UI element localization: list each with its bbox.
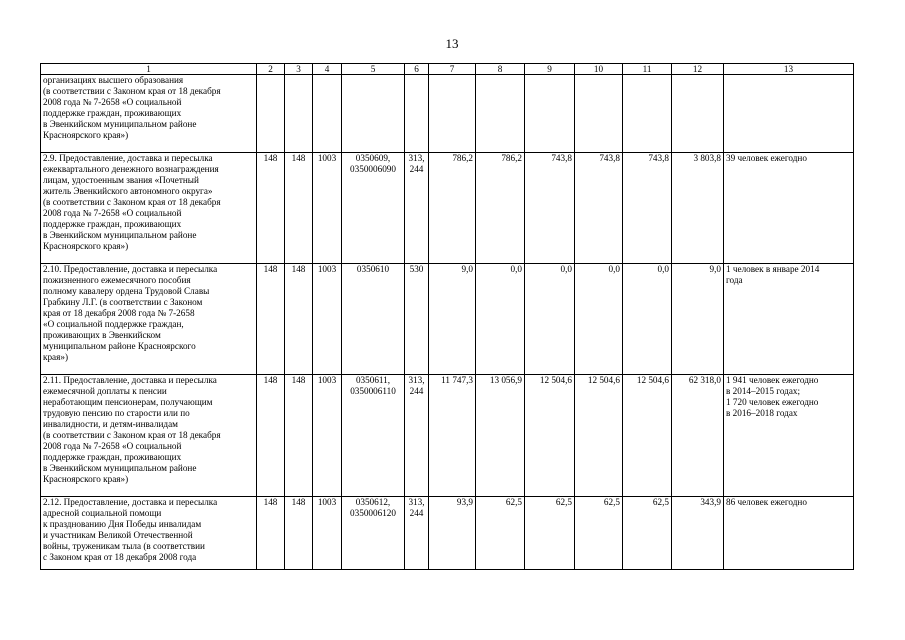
amount-cell: 12 504,6: [575, 375, 623, 497]
target-article-cell: 0350611, 0350006110: [350, 375, 396, 396]
amount-cell: 93,9: [429, 497, 476, 570]
amount-cell: 62,5: [623, 497, 672, 570]
row-description: 2.10. Предоставление, доставка и пересылка пожизненного ежемесячного пособия полному кавалеру ордена Трудовой Славы Грабкину Л.Г. (в соответствии с Законом края от 18 декабря 2008 года № 7-2658 «О социальной поддержке граждан, проживающих в Эвенкийском муниципальном районе Красноярского края»): [43, 264, 218, 362]
amount-cell: 11 747,3: [429, 375, 476, 497]
row-description: 2.12. Предоставление, доставка и пересылка адресной социальной помощи к празднованию Дня Победы инвалидам и участникам Великой Отечественной войны, труженикам тыла (в соответствии с Законом края от 18 декабря 2008 года: [43, 497, 218, 562]
column-header: 11: [623, 64, 672, 75]
expected-result-cell: 1 941 человек ежегодно в 2014–2015 годах; 1 720 человек ежегодно в 2016–2018 годах: [726, 375, 819, 418]
amount-cell: [429, 75, 476, 153]
total-cell: 3 803,8: [672, 153, 724, 264]
section-code-cell: 1003: [313, 375, 342, 497]
table-row: [41, 264, 854, 375]
total-cell: 9,0: [672, 264, 724, 375]
amount-cell: [623, 75, 672, 153]
amount-cell: 786,2: [429, 153, 476, 264]
grbs-code-cell: 148: [285, 375, 313, 497]
admin-code-cell: 148: [257, 497, 285, 570]
amount-cell: 0,0: [476, 264, 525, 375]
column-header: 3: [285, 64, 313, 75]
table-row: [41, 153, 854, 264]
expense-type-cell: 313, 244: [408, 153, 425, 174]
column-header: 9: [525, 64, 575, 75]
expected-result-cell: 1 человек в январе 2014 года: [726, 264, 820, 285]
total-cell: 62 318,0: [672, 375, 724, 497]
column-number-header: [41, 64, 854, 75]
amount-cell: 743,8: [623, 153, 672, 264]
amount-cell: 62,5: [575, 497, 623, 570]
section-code-cell: 1003: [313, 264, 342, 375]
admin-code-cell: 148: [257, 153, 285, 264]
row-description: 2.11. Предоставление, доставка и пересылка ежемесячной доплаты к пенсии неработающим пенсионерам, получающим трудовую пенсию по старости или по инвалидности, и детям-инвалидам (в соответствии с Законом края от 18 декабря 2008 года № 7-2658 «О социальной поддержке граждан, проживающих в Эвенкийском муниципальном районе Красноярского края»): [43, 375, 221, 484]
table-row: [41, 375, 854, 497]
admin-code-cell: [257, 75, 285, 153]
admin-code-cell: 148: [257, 375, 285, 497]
amount-cell: 0,0: [575, 264, 623, 375]
amount-cell: 0,0: [623, 264, 672, 375]
amount-cell: 9,0: [429, 264, 476, 375]
total-cell: [672, 75, 724, 153]
column-header: 8: [476, 64, 525, 75]
budget-table: [40, 63, 854, 570]
column-header: 10: [575, 64, 623, 75]
amount-cell: 743,8: [525, 153, 575, 264]
total-cell: 343,9: [672, 497, 724, 570]
column-header: 4: [313, 64, 342, 75]
grbs-code-cell: 148: [285, 497, 313, 570]
grbs-code-cell: 148: [285, 264, 313, 375]
target-article-cell: 0350612, 0350006120: [350, 497, 396, 518]
amount-cell: 12 504,6: [525, 375, 575, 497]
amount-cell: [575, 75, 623, 153]
column-header: 7: [429, 64, 476, 75]
amount-cell: 786,2: [476, 153, 525, 264]
column-header: 6: [405, 64, 429, 75]
amount-cell: [525, 75, 575, 153]
table-row: [41, 497, 854, 570]
amount-cell: 0,0: [525, 264, 575, 375]
amount-cell: 13 056,9: [476, 375, 525, 497]
section-code-cell: 1003: [313, 497, 342, 570]
column-header: 12: [672, 64, 724, 75]
amount-cell: 62,5: [476, 497, 525, 570]
column-header: 13: [724, 64, 854, 75]
expense-type-cell: 530: [409, 264, 424, 274]
admin-code-cell: 148: [257, 264, 285, 375]
amount-cell: 743,8: [575, 153, 623, 264]
expense-type-cell: 313, 244: [408, 375, 425, 396]
grbs-code-cell: [285, 75, 313, 153]
column-header: 5: [342, 64, 405, 75]
expected-result-cell: 39 человек ежегодно: [726, 153, 807, 163]
column-header: 1: [41, 64, 257, 75]
page-number: 13: [445, 36, 459, 51]
row-description: организациях высшего образования (в соответствии с Законом края от 18 декабря 2008 года № 7-2658 «О социальной поддержке граждан, проживающих в Эвенкийском муниципальном районе Красноярского края»): [43, 75, 221, 140]
target-article-cell: 0350610: [356, 264, 390, 274]
amount-cell: 62,5: [525, 497, 575, 570]
grbs-code-cell: 148: [285, 153, 313, 264]
row-description: 2.9. Предоставление, доставка и пересылка ежеквартального денежного вознаграждения лицам, удостоенным звания «Почетный житель Эвенкийского автономного округа» (в соответствии с Законом края от 18 декабря 2008 года № 7-2658 «О социальной поддержке граждан, проживающих в Эвенкийском муниципальном районе Красноярского края»): [43, 153, 221, 251]
section-code-cell: 1003: [313, 153, 342, 264]
table-row: [41, 75, 854, 153]
column-header: 2: [257, 64, 285, 75]
target-article-cell: 0350609, 0350006090: [350, 153, 396, 174]
expected-result-cell: 86 человек ежегодно: [726, 497, 807, 507]
amount-cell: 12 504,6: [623, 375, 672, 497]
section-code-cell: [313, 75, 342, 153]
amount-cell: [476, 75, 525, 153]
expense-type-cell: 313, 244: [408, 497, 425, 518]
